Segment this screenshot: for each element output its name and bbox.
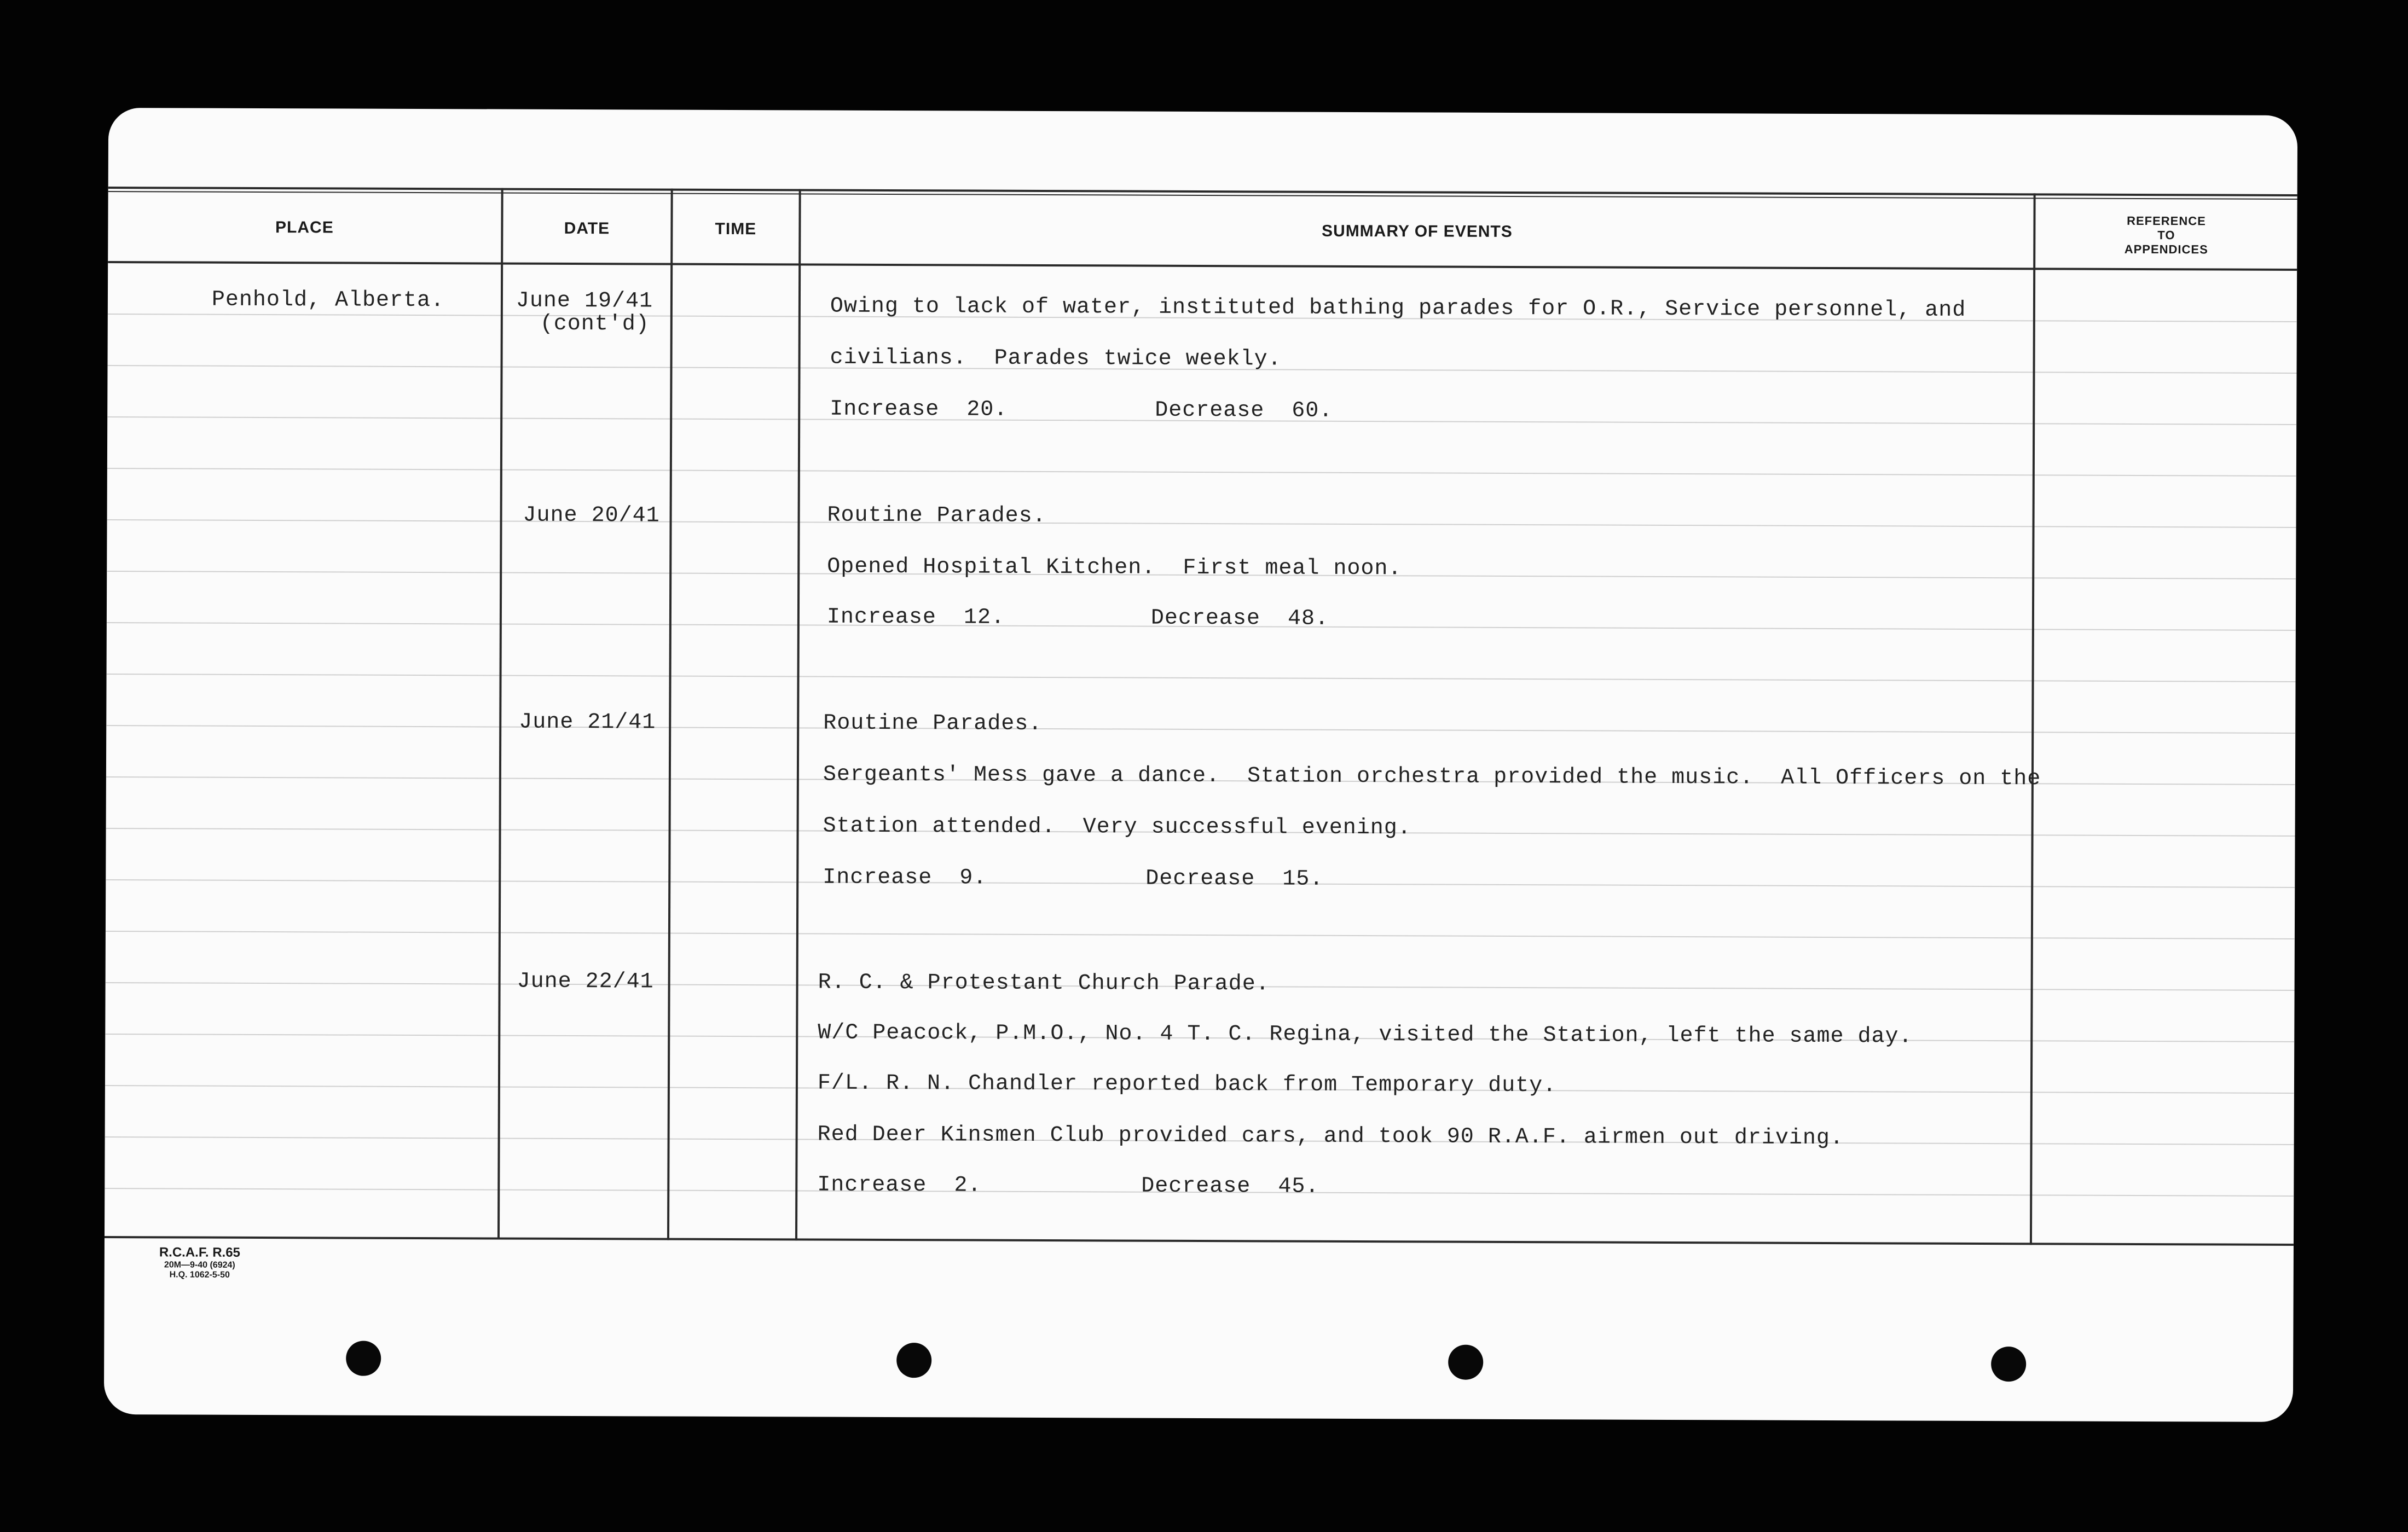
form-print-code: 20M—9-40 (6924) — [164, 1260, 235, 1270]
entry-4-line-4: Red Deer Kinsmen Club provided cars, and took 90 R.A.F. airmen out driving. — [817, 1122, 1844, 1151]
form-identifier — [159, 1245, 240, 1280]
place-text: Penhold, Alberta. — [211, 287, 445, 314]
form-hq-code: H.Q. 1062-5-50 — [169, 1270, 230, 1280]
binder-hole — [1991, 1347, 2026, 1382]
ruled-line — [107, 674, 2296, 682]
column-divider-date — [667, 189, 673, 1240]
column-divider-summary — [2030, 193, 2036, 1245]
header-place: PLACE — [275, 218, 334, 237]
form-number: R.C.A.F. R.65 — [159, 1245, 240, 1260]
binder-hole — [346, 1341, 381, 1376]
entry-2-line-1: Routine Parades. — [827, 503, 1046, 529]
entry-1-line-2: civilians. Parades twice weekly. — [830, 345, 1282, 372]
header-reference — [2035, 212, 2297, 259]
entry-1-date-note: (cont'd) — [540, 311, 650, 337]
column-divider-place — [497, 188, 503, 1240]
entry-4-line-1: R. C. & Protestant Church Parade. — [818, 970, 1270, 997]
entry-3-line-2: Sergeants' Mess gave a dance. Station orchestra provided the music. All Officers on the — [823, 762, 2041, 792]
table-bottom-rule — [105, 1236, 2294, 1246]
diary-card — [104, 108, 2297, 1422]
entry-3-line-3: Station attended. Very successful evening. — [823, 814, 1411, 841]
binder-hole — [1448, 1345, 1483, 1380]
header-reference-line-1: REFERENCE — [2127, 213, 2206, 228]
entry-3-decrease: Decrease 15. — [1145, 866, 1324, 892]
entry-1-date: June 19/41 — [516, 288, 653, 314]
entry-1-increase: Increase 20. — [830, 397, 1008, 422]
header-summary: SUMMARY OF EVENTS — [1321, 222, 1513, 241]
entry-4-decrease: Decrease 45. — [1141, 1174, 1319, 1199]
header-bottom-rule — [108, 261, 2297, 271]
ruled-line — [107, 519, 2296, 528]
header-date: DATE — [564, 219, 610, 238]
binder-hole — [896, 1343, 931, 1378]
header-time: TIME — [715, 219, 757, 239]
entry-1-decrease: Decrease 60. — [1155, 398, 1333, 423]
ruled-lines — [108, 108, 2297, 115]
header-reference-line-2: TO — [2157, 228, 2175, 242]
entry-2-date: June 20/41 — [523, 503, 660, 529]
entry-4-date: June 22/41 — [517, 969, 654, 995]
entry-2-increase: Increase 12. — [826, 605, 1005, 630]
entry-3-line-1: Routine Parades. — [823, 711, 1043, 736]
entry-3-date: June 21/41 — [519, 710, 656, 735]
header-reference-line-3: APPENDICES — [2124, 242, 2208, 257]
ruled-line — [107, 468, 2296, 477]
column-divider-time — [795, 189, 801, 1240]
ruled-line — [106, 931, 2295, 939]
entry-2-line-2: Opened Hospital Kitchen. First meal noon. — [827, 554, 1402, 582]
entry-2-decrease: Decrease 48. — [1150, 606, 1329, 631]
entry-1-line-1: Owing to lack of water, instituted bathing parades for O.R., Service personnel, and — [830, 294, 1966, 323]
ruled-line — [106, 725, 2295, 734]
entry-3-increase: Increase 9. — [823, 865, 987, 891]
entry-4-line-3: F/L. R. N. Chandler reported back from Temporary duty. — [817, 1071, 1557, 1099]
entry-4-increase: Increase 2. — [817, 1173, 982, 1198]
entry-4-line-2: W/C Peacock, P.M.O., No. 4 T. C. Regina, visited the Station, left the same day. — [818, 1020, 1913, 1049]
